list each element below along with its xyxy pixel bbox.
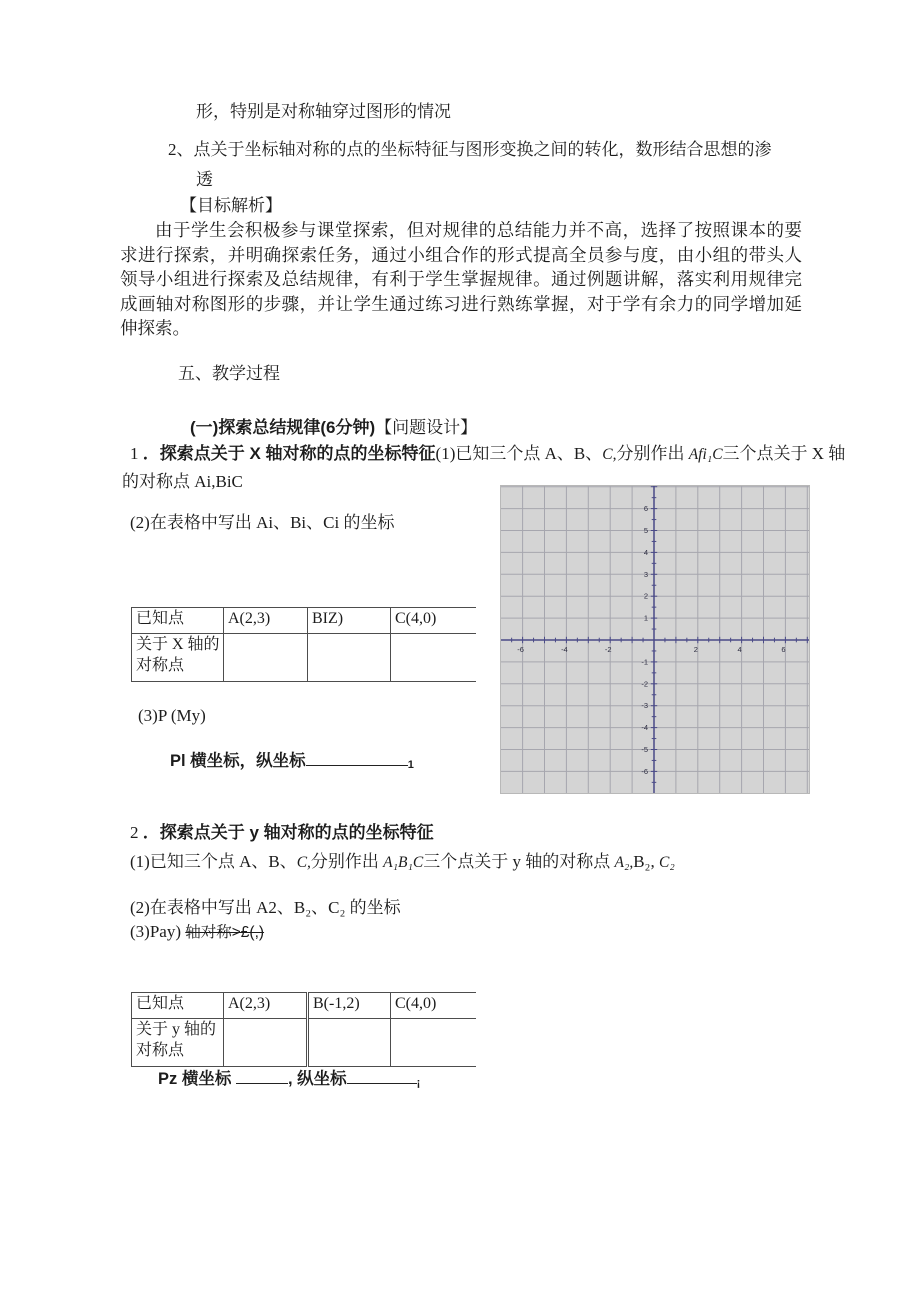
x-table-answer-cell [308,634,391,682]
item-2-continuation: 透 [196,170,213,189]
intro-line: 形，特别是对称轴穿过图形的情况 [196,102,451,121]
coordinate-grid-svg [501,486,809,793]
svg-text:1: 1 [643,613,648,623]
svg-text:-4: -4 [561,645,568,654]
y-table-row2-label: 关于 y 轴的对称点 [132,1019,224,1067]
explore-x-p1a: (1)已知三个点 A、B、 [435,444,603,463]
svg-text:2: 2 [693,645,698,654]
section-heading: 五、教学过程 [178,364,280,383]
y-table-answer-cell [391,1019,476,1067]
x-table-header-known: 已知点 [132,608,224,634]
y-table-header-known: 已知点 [132,993,224,1019]
explore-y-part2: (2)在表格中写出 A2、B₂、C₂ 的坐标 [130,898,401,917]
explore-x-p1b: C, [602,446,617,463]
explore-x-fill-line [170,750,414,773]
fill-tail: 1 [407,759,414,771]
sub-heading [190,417,477,440]
svg-text:-5: -5 [641,745,648,754]
explore-x-dot: ． [142,444,160,463]
coordinate-grid-image [500,485,810,794]
fill-line-text2: , 纵坐标 [287,1070,347,1088]
explore-y-part3 [130,921,264,944]
explore-y-dot: ． [142,823,160,842]
explore-y-p1e: 三个点关于 y 轴的对称点 [423,852,615,871]
x-table-point-a: A(2,3) [224,608,308,634]
svg-text:-3: -3 [641,701,648,711]
explore-x-p1d: Afi₁C [688,446,723,463]
table-row [132,608,476,634]
explore-y-p1b: C, [296,854,311,871]
explore-y-title: 探索点关于 y 轴对称的点的坐标特征 [159,823,434,842]
explore-x-line2: 的对称点 Ai,BiC [122,472,243,491]
explore-y-p1c: 分别作出 [310,852,384,871]
fill-blank [306,752,408,766]
explore-x-p1c: 分别作出 [616,444,689,463]
goal-analysis-paragraph: 由于学生会积极参与课堂探索，但对规律的总结能力并不高，选择了按照课本的要求进行探索，并明确探索任务，通过小组合作的形式提高全员参与度，由小组的带头人领导小组进行探索及总结规律，有利于学生掌握规律。通过例题讲解，落实利用规律完成画轴对称图形的步骤，并让学生通过练习进行熟练掌握，对于学有余力的同学增加延伸探索。 [120,220,802,339]
explore-x-part2: (2)在表格中写出 Ai、Bi、Ci 的坐标 [130,513,395,532]
y-table-point-a: A(2,3) [224,993,308,1019]
svg-text:-1: -1 [641,657,648,667]
item-2-number: 2、 [168,140,194,159]
explore-y-fill-line [158,1068,420,1091]
svg-text:6: 6 [643,504,648,514]
explore-y-number: 2 [130,823,139,842]
explore-y-p1h: C₂ [658,854,675,871]
explore-y-part1 [130,851,675,874]
explore-y-p3a: (3)Pay) [130,922,186,941]
explore-y-p3-strikethrough: 轴对称>£(,) [185,924,265,941]
svg-text:4: 4 [643,547,648,557]
fill-tail: ¡ [416,1077,421,1089]
explore-x-line1 [130,443,845,466]
explore-x-title: 探索点关于 X 轴对称的点的坐标特征 [159,444,436,463]
svg-text:-6: -6 [641,766,648,776]
x-table-point-b: BIZ) [308,608,391,634]
y-table-answer-cell [308,1019,391,1067]
table-row [132,634,476,682]
explore-y-p1a: (1)已知三个点 A、B、 [130,852,297,871]
svg-text:6: 6 [781,645,786,654]
svg-text:4: 4 [737,645,742,654]
fill-blank [236,1070,288,1084]
explore-x-part3: (3)P (My) [138,706,206,725]
x-table-answer-cell [224,634,308,682]
y-table-answer-cell [224,1019,308,1067]
fill-line-text: Pl 横坐标，纵坐标 [170,752,306,770]
y-table-point-c: C(4,0) [391,993,476,1019]
x-table-row2-label: 关于 X 轴的对称点 [132,634,224,682]
numbered-item-2 [168,139,772,162]
svg-text:-2: -2 [604,645,612,654]
y-table-point-b: B(-1,2) [308,993,391,1019]
table-row [132,1019,476,1067]
explore-y-p1d: A₁B₁C [383,854,424,871]
item-2-text: 点关于坐标轴对称的点的坐标特征与图形变换之间的转化，数形结合思想的渗 [193,140,772,159]
explore-y-p1g: B₂, [633,852,659,871]
x-axis-table [131,607,476,682]
svg-text:-6: -6 [517,645,524,654]
svg-text:-2: -2 [641,679,648,689]
sub-heading-bold: (一)探索总结规律(6分钟) [190,418,376,437]
explore-x-p1e: 三个点关于 X 轴 [722,444,846,463]
y-axis-table [131,992,476,1067]
explore-y-line1 [130,822,434,845]
x-table-point-c: C(4,0) [391,608,476,634]
sub-heading-rest: 【问题设计】 [375,418,478,437]
explore-y-p1f: A₂, [614,854,634,871]
svg-text:-4: -4 [641,723,648,733]
svg-text:3: 3 [643,569,648,579]
svg-text:2: 2 [643,591,648,601]
x-table-answer-cell [391,634,476,682]
fill-blank [347,1070,417,1084]
table-row [132,993,476,1019]
explore-x-number: 1 [130,444,139,463]
svg-text:5: 5 [643,526,648,535]
fill-line-text: Pz 横坐标 [158,1070,236,1088]
goal-analysis-heading: 【目标解析】 [180,196,282,215]
